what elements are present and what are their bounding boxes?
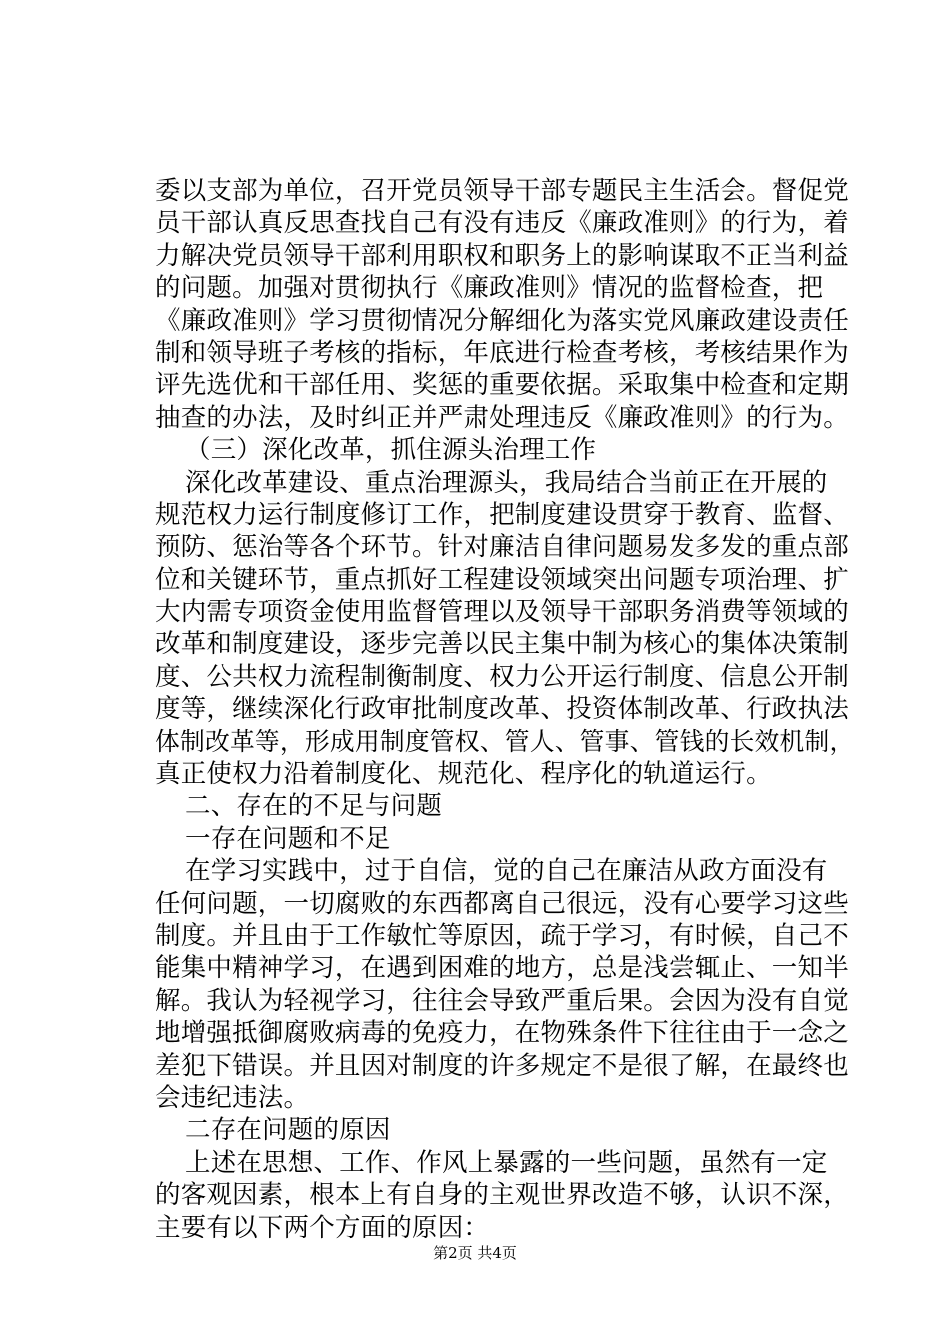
text-line: 二存在问题的原因 [185, 1115, 391, 1146]
text-line: 的问题。加强对贯彻执行《廉政准则》情况的监督检查，把 [155, 273, 824, 304]
text-line: 能集中精神学习，在遇到困难的地方，总是浅尝辄止、一知半 [155, 953, 849, 984]
text-line: 差犯下错误。并且因对制度的许多规定不是很了解，在最终也 [155, 1050, 849, 1081]
text-line: 制和领导班子考核的指标，年底进行检查考核，考核结果作为 [155, 337, 849, 368]
text-line: 预防、惩治等各个环节。针对廉洁自律问题易发多发的重点部 [155, 532, 849, 563]
text-line: 大内需专项资金使用监督管理以及领导干部职务消费等领域的 [155, 597, 849, 628]
text-line: 深化改革建设、重点治理源头，我局结合当前正在开展的 [185, 467, 828, 498]
page-footer: 第2页 共4页 [433, 1244, 517, 1262]
text-line: 员干部认真反思查找自己有没有违反《廉政准则》的行为，着 [155, 208, 849, 239]
document-body [155, 175, 855, 1244]
text-line: 位和关键环节，重点抓好工程建设领域突出问题专项治理、扩 [155, 564, 849, 595]
text-line: 规范权力运行制度修订工作，把制度建设贯穿于教育、监督、 [155, 499, 849, 530]
text-line: 在学习实践中，过于自信，觉的自己在廉洁从政方面没有 [185, 856, 828, 887]
text-line: 会违纪违法。 [155, 1082, 310, 1113]
text-line: （三）深化改革，抓住源头治理工作 [185, 435, 597, 466]
text-line: 地增强抵御腐败病毒的免疫力，在物殊条件下往往由于一念之 [155, 1018, 849, 1049]
text-line: 解。我认为轻视学习，往往会导致严重后果。会因为没有自觉 [155, 985, 849, 1016]
text-line: 改革和制度建设，逐步完善以民主集中制为核心的集体决策制 [155, 629, 849, 660]
text-line: 力解决党员领导干部利用职权和职务上的影响谋取不正当利益 [155, 240, 849, 271]
text-line: 度等，继续深化行政审批制度改革、投资体制改革、行政执法 [155, 694, 849, 725]
text-line: 度、公共权力流程制衡制度、权力公开运行制度、信息公开制 [155, 661, 849, 692]
text-line: 评先选优和干部任用、奖惩的重要依据。采取集中检查和定期 [155, 370, 849, 401]
text-line: 抽查的办法，及时纠正并严肃处理违反《廉政准则》的行为。 [155, 402, 849, 433]
text-line: 一存在问题和不足 [185, 823, 391, 854]
text-line: 上述在思想、工作、作风上暴露的一些问题，虽然有一定 [185, 1147, 828, 1178]
text-line: 的客观因素，根本上有自身的主观世界改造不够，认识不深， [155, 1180, 849, 1211]
text-line: 委以支部为单位，召开党员领导干部专题民主生活会。督促党 [155, 176, 849, 206]
text-line: 体制改革等，形成用制度管权、管人、管事、管钱的长效机制， [155, 726, 855, 756]
text-line: 任何问题，一切腐败的东西都离自己很远，没有心要学习这些 [155, 888, 849, 919]
text-line: 真正使权力沿着制度化、规范化、程序化的轨道运行。 [155, 759, 772, 790]
text-line: 《廉政准则》学习贯彻情况分解细化为落实党风廉政建设责任 [155, 305, 849, 336]
text-line: 二、存在的不足与问题 [185, 791, 443, 822]
text-line: 制度。并且由于工作敏忙等原因，疏于学习，有时候，自己不 [155, 920, 849, 951]
text-line: 主要有以下两个方面的原因： [155, 1212, 490, 1243]
